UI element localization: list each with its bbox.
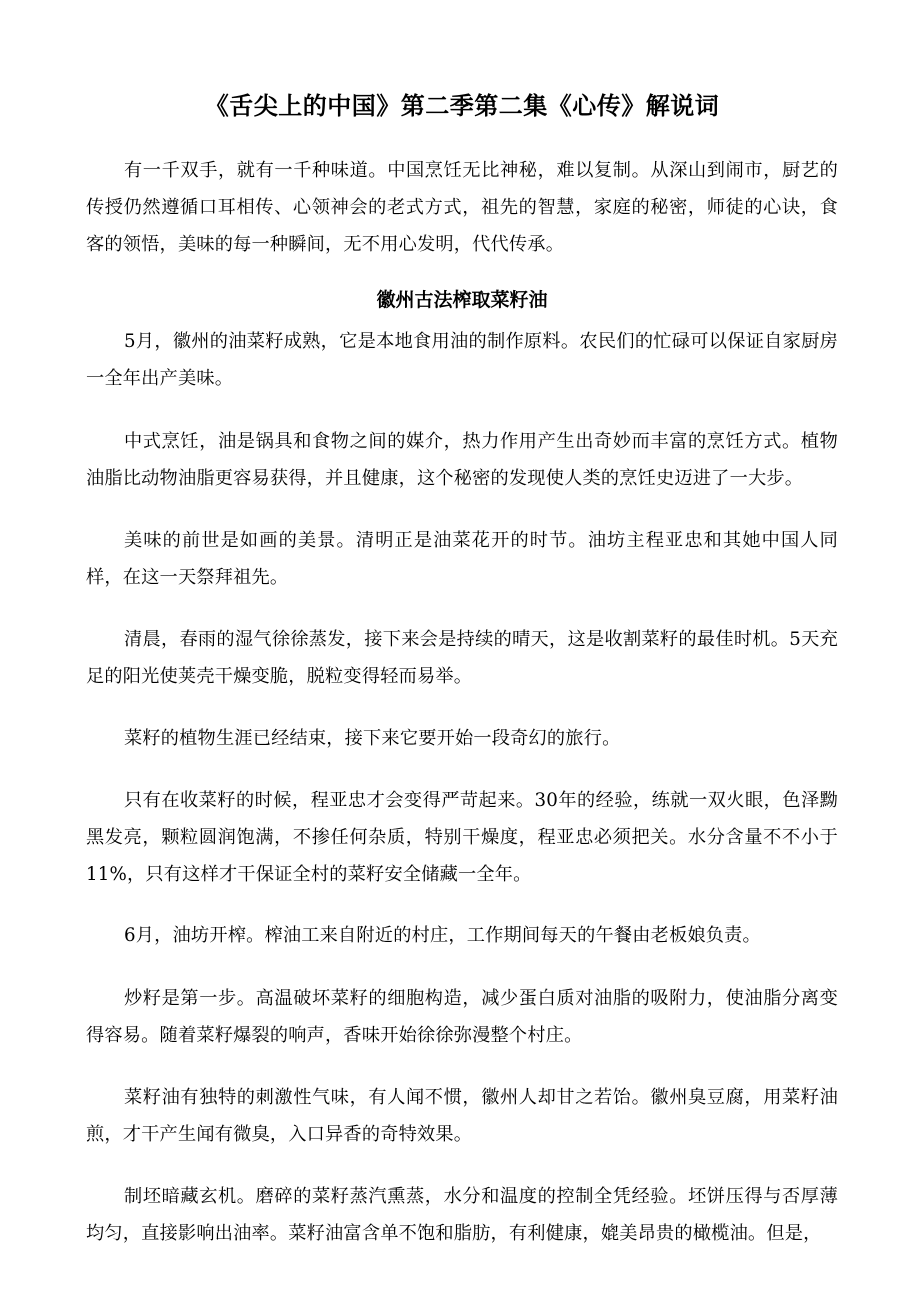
paragraph: 菜籽的植物生涯已经结束，接下来它要开始一段奇幻的旅行。 [124,728,621,749]
paragraph: 中式烹饪，油是锅具和食物之间的媒介，热力作用产生出奇妙而丰富的烹饪方式。植物油脂比动物油脂更容易获得，并且健康，这个秘密的发现使人类的烹饪史迈进了一大步。 [86,431,838,489]
paragraph: 只有在收菜籽的时候，程亚忠才会变得严苛起来。30年的经验，练就一双火眼，色泽黝黑发亮，颗粒圆润饱满，不掺任何杂质，特别干燥度，程亚忠必须把关。水分含量不不小于11%，只有这样才干保证全村的菜籽安全储藏一全年。 [86,790,838,885]
paragraph: 美味的前世是如画的美景。清明正是油菜花开的时节。油坊主程亚忠和其她中国人同样，在这一天祭拜祖先。 [86,530,838,588]
paragraph: 5月，徽州的油菜籽成熟，它是本地食用油的制作原料。农民们的忙碌可以保证自家厨房一全年出产美味。 [86,331,838,389]
paragraph: 菜籽油有独特的刺激性气味，有人闻不惯，徽州人却甘之若饴。徽州臭豆腐，用菜籽油煎，才干产生闻有微臭，入口异香的奇特效果。 [86,1087,838,1145]
document-title: 《舌尖上的中国》第二季第二集《心传》解说词 [204,92,720,120]
intro-paragraph: 有一千双手，就有一千种味道。中国烹饪无比神秘，难以复制。从深山到闹市，厨艺的传授仍然遵循口耳相传、心领神会的老式方式，祖先的智慧，家庭的秘密，师徒的心诀，食客的领悟，美味的每一种瞬间，无不用心发明，代代传承。 [86,160,838,255]
paragraph: 6月，油坊开榨。榨油工来自附近的村庄，工作期间每天的午餐由老板娘负责。 [124,925,761,946]
paragraph: 炒籽是第一步。高温破坏菜籽的细胞构造，减少蛋白质对油脂的吸附力，使油脂分离变得容易。随着菜籽爆裂的响声，香味开始徐徐弥漫整个村庄。 [86,988,838,1046]
paragraph: 制坯暗藏玄机。磨碎的菜籽蒸汽熏蒸，水分和温度的控制全凭经验。坯饼压得与否厚薄均匀，直接影响出油率。菜籽油富含单不饱和脂肪，有利健康，媲美昂贵的橄榄油。但是， [86,1186,838,1244]
paragraph: 清晨，春雨的湿气徐徐蒸发，接下来会是持续的晴天，这是收割菜籽的最佳时机。5天充足的阳光使荚壳干燥变脆，脱粒变得轻而易举。 [86,629,838,687]
section-heading: 徽州古法榨取菜籽油 [376,289,548,311]
